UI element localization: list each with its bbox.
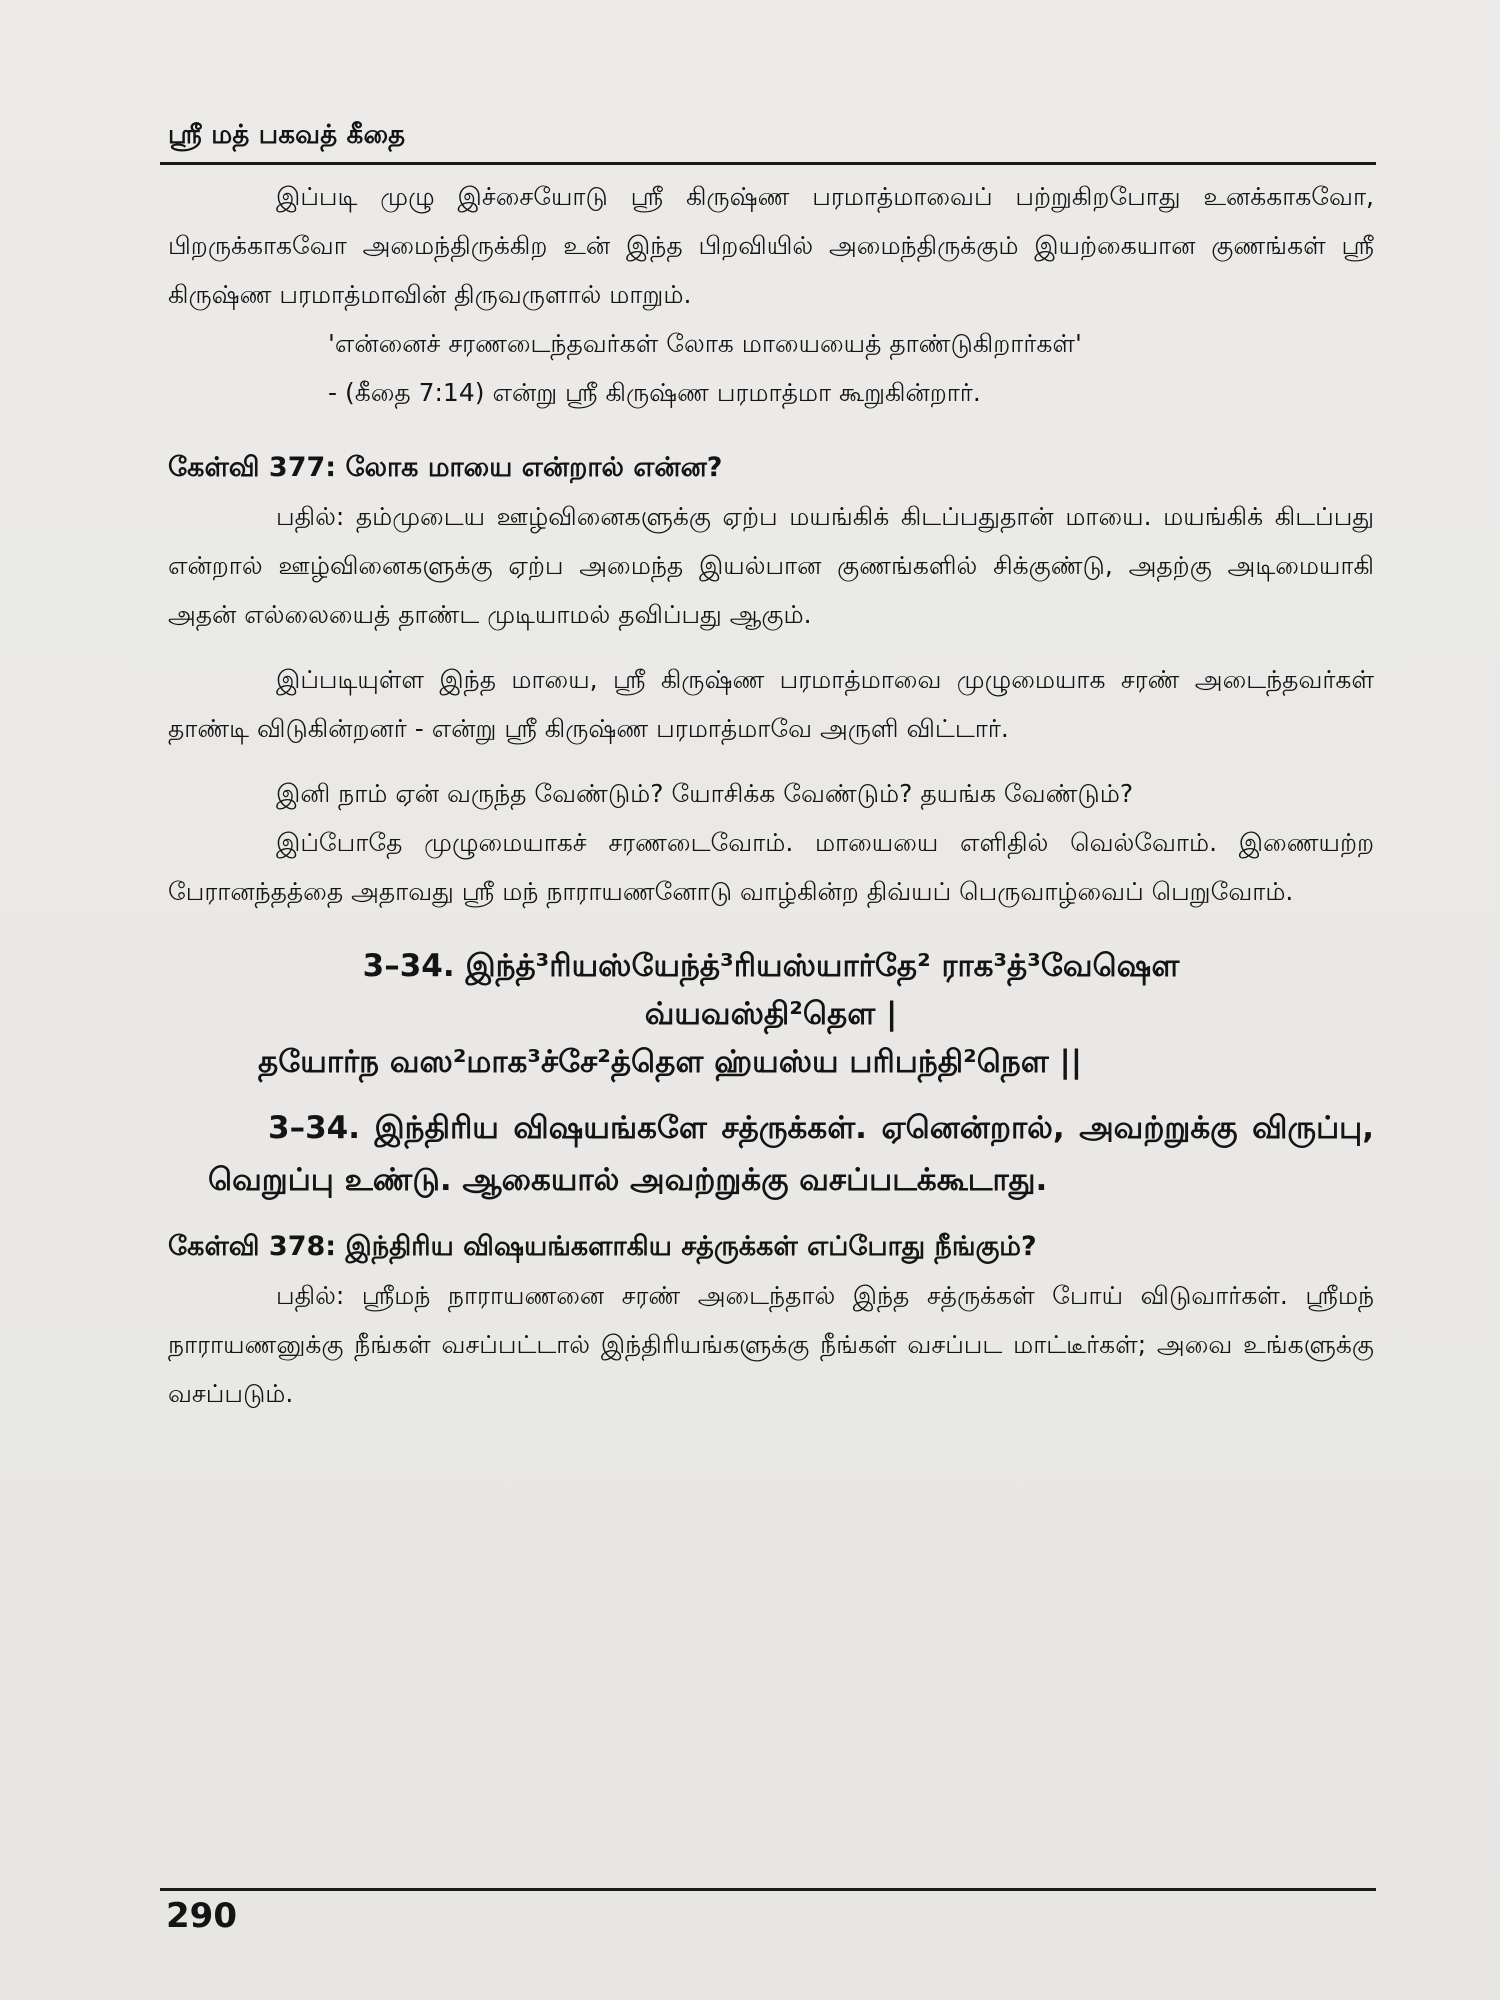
verse-line-1: 3–34. இந்த்³ரியஸ்யேந்த்³ரியஸ்யார்தே² ராக³த்³வேஷௌ	[362, 948, 1180, 984]
verse-translation: 3–34. இந்திரிய விஷயங்களே சத்ருக்கள். ஏனென்றால், அவற்றுக்கு விருப்பு, வெறுப்பு உண்டு. ஆகையால் அவற்றுக்கு வசப்படக்கூடாது.	[208, 1110, 1374, 1198]
sanskrit-verse	[168, 942, 1374, 1086]
answer-377: பதில்: தம்முடைய ஊழ்வினைகளுக்கு ஏற்ப மயங்கிக் கிடப்பதுதான் மாயை. மயங்கிக் கிடப்பது என்றால் ஊழ்வினைகளுக்கு ஏற்ப அமைந்த இயல்பான குணங்களில் சிக்குண்டு, அதற்கு அடிமையாகி அதன் எல்லையைத் தாண்ட முடியாமல் தவிப்பது ஆகும்.	[168, 502, 1374, 629]
page-number: 290	[166, 1896, 237, 1936]
header-rule	[160, 162, 1376, 165]
question-377: கேள்வி 377: லோக மாயை என்றால் என்ன?	[168, 452, 723, 483]
paragraph-maya: இப்படியுள்ள இந்த மாயை, ஸ்ரீ கிருஷ்ண பரமாத்மாவை முழுமையாக சரண் அடைந்தவர்கள் தாண்டி விடுகின்றனர் - என்று ஸ்ரீ கிருஷ்ண பரமாத்மாவே அருளி விட்டார்.	[168, 665, 1374, 743]
answer-378: பதில்: ஸ்ரீமந் நாராயணனை சரண் அடைந்தால் இந்த சத்ருக்கள் போய் விடுவார்கள். ஸ்ரீமந் நாராயணனுக்கு நீங்கள் வசப்பட்டால் இந்திரியங்களுக்கு நீங்கள் வசப்பட மாட்டீர்கள்; அவை உங்களுக்கு வசப்படும்.	[168, 1281, 1374, 1408]
question-378: கேள்வி 378: இந்திரிய விஷயங்களாகிய சத்ருக்கள் எப்போது நீங்கும்?	[168, 1231, 1037, 1262]
verse-line-2: வ்யவஸ்தி²தௌ |	[644, 996, 898, 1032]
gita-quote: 'என்னைச் சரணடைந்தவர்கள் லோக மாயையைத் தாண்டுகிறார்கள்'	[328, 329, 1082, 358]
paragraph-questions: இனி நாம் ஏன் வருந்த வேண்டும்? யோசிக்க வேண்டும்? தயங்க வேண்டும்?	[276, 779, 1134, 808]
paragraph-surrender: இப்படி முழு இச்சையோடு ஸ்ரீ கிருஷ்ண பரமாத்மாவைப் பற்றுகிறபோது உனக்காகவோ, பிறருக்காகவோ அமைந்திருக்கிற உன் இந்த பிறவியில் அமைந்திருக்கும் இயற்கையான குணங்கள் ஸ்ரீ கிருஷ்ண பரமாத்மாவின் திருவருளால் மாறும்.	[168, 182, 1374, 309]
gita-quote-citation: - (கீதை 7:14) என்று ஸ்ரீ கிருஷ்ண பரமாத்மா கூறுகின்றார்.	[328, 378, 981, 407]
paragraph-resolve: இப்போதே முழுமையாகச் சரணடைவோம். மாயையை எளிதில் வெல்வோம். இணையற்ற பேரானந்தத்தை அதாவது ஸ்ரீ மந் நாராயணனோடு வாழ்கின்ற திவ்யப் பெருவாழ்வைப் பெறுவோம்.	[168, 828, 1374, 906]
running-header: ஸ்ரீ மத் பகவத் கீதை	[168, 120, 406, 150]
verse-line-3: தயோர்ந வஸ²மாக³ச்சே²த்தௌ ஹ்யஸ்ய பரிபந்தி²நௌ ||	[258, 1044, 1083, 1080]
page-body	[168, 172, 1374, 1418]
footer-rule	[160, 1888, 1376, 1891]
